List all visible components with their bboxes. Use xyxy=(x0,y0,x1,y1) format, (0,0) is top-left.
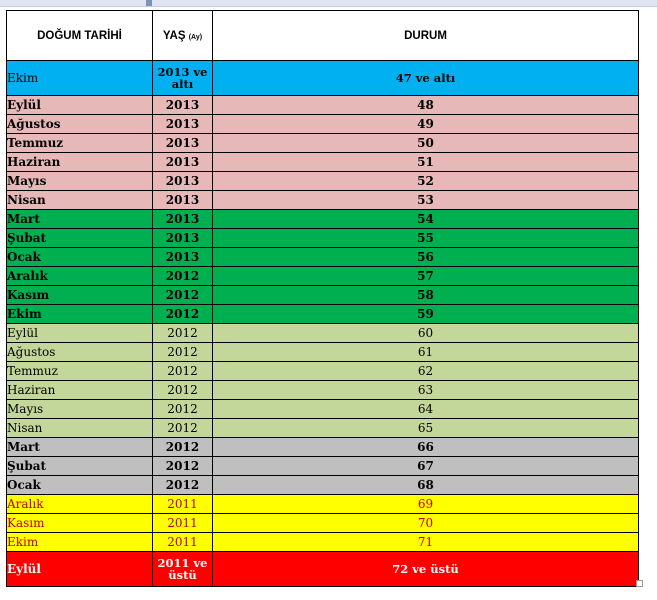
age-months-cell: 68 xyxy=(213,476,639,495)
table-row xyxy=(7,400,639,419)
age-months-cell: 56 xyxy=(213,248,639,267)
birth-month-cell: Haziran xyxy=(7,381,153,400)
birth-month-cell: Şubat xyxy=(7,457,153,476)
table-body xyxy=(7,61,639,587)
table-row xyxy=(7,115,639,134)
table-row xyxy=(7,438,639,457)
birth-year-cell: 2011 xyxy=(153,533,213,552)
birth-year-cell: 2013 xyxy=(153,115,213,134)
age-months-cell: 64 xyxy=(213,400,639,419)
table-row xyxy=(7,248,639,267)
table-row xyxy=(7,495,639,514)
birth-year-cell: 2012 xyxy=(153,381,213,400)
age-months-cell: 53 xyxy=(213,191,639,210)
age-months-cell: 51 xyxy=(213,153,639,172)
age-table xyxy=(6,10,639,587)
age-months-cell: 71 xyxy=(213,533,639,552)
age-months-cell: 67 xyxy=(213,457,639,476)
birth-year-cell: 2011 xyxy=(153,495,213,514)
birth-month-cell: Nisan xyxy=(7,191,153,210)
birth-year-cell: 2012 xyxy=(153,438,213,457)
table-row xyxy=(7,343,639,362)
birth-year-cell: 2012 xyxy=(153,305,213,324)
birth-month-cell: Eylül xyxy=(7,96,153,115)
birth-year-cell: 2013 xyxy=(153,229,213,248)
header-row xyxy=(7,11,639,61)
ruler-bar xyxy=(0,0,657,7)
birth-year-cell: 2013 xyxy=(153,153,213,172)
birth-month-cell: Kasım xyxy=(7,286,153,305)
birth-year-cell: 2011 ve üstü xyxy=(153,552,213,587)
birth-month-cell: Nisan xyxy=(7,419,153,438)
birth-month-cell: Ocak xyxy=(7,248,153,267)
birth-month-cell: Aralık xyxy=(7,495,153,514)
table-row xyxy=(7,153,639,172)
table-row xyxy=(7,514,639,533)
birth-year-cell: 2013 xyxy=(153,134,213,153)
birth-year-cell: 2013 xyxy=(153,191,213,210)
birth-year-cell: 2012 xyxy=(153,362,213,381)
table-row xyxy=(7,96,639,115)
table-row xyxy=(7,305,639,324)
birth-year-cell: 2012 xyxy=(153,419,213,438)
birth-month-cell: Temmuz xyxy=(7,362,153,381)
table-row xyxy=(7,210,639,229)
birth-month-cell: Ağustos xyxy=(7,115,153,134)
table-row xyxy=(7,324,639,343)
age-months-cell: 52 xyxy=(213,172,639,191)
birth-year-cell: 2013 ve altı xyxy=(153,61,213,96)
birth-month-cell: Mart xyxy=(7,438,153,457)
birth-year-cell: 2012 xyxy=(153,286,213,305)
age-months-cell: 70 xyxy=(213,514,639,533)
header-birth-date: DOĞUM TARİHİ xyxy=(7,11,153,61)
age-months-cell: 63 xyxy=(213,381,639,400)
birth-month-cell: Ekim xyxy=(7,533,153,552)
birth-year-cell: 2012 xyxy=(153,457,213,476)
birth-month-cell: Ocak xyxy=(7,476,153,495)
birth-month-cell: Aralık xyxy=(7,267,153,286)
ruler-marker[interactable] xyxy=(146,0,152,6)
header-age: YAŞ (Ay) xyxy=(153,11,213,61)
table-resize-handle[interactable] xyxy=(636,580,643,587)
age-months-cell: 57 xyxy=(213,267,639,286)
age-months-cell: 62 xyxy=(213,362,639,381)
birth-year-cell: 2012 xyxy=(153,324,213,343)
age-months-cell: 59 xyxy=(213,305,639,324)
birth-month-cell: Ekim xyxy=(7,305,153,324)
age-months-cell: 60 xyxy=(213,324,639,343)
table-row xyxy=(7,533,639,552)
age-months-cell: 55 xyxy=(213,229,639,248)
birth-year-cell: 2013 xyxy=(153,248,213,267)
birth-month-cell: Kasım xyxy=(7,514,153,533)
age-months-cell: 47 ve altı xyxy=(213,61,639,96)
birth-month-cell: Şubat xyxy=(7,229,153,248)
age-months-cell: 65 xyxy=(213,419,639,438)
age-months-cell: 61 xyxy=(213,343,639,362)
birth-year-cell: 2012 xyxy=(153,267,213,286)
birth-month-cell: Mart xyxy=(7,210,153,229)
birth-month-cell: Mayıs xyxy=(7,172,153,191)
table-row xyxy=(7,362,639,381)
header-status: DURUM xyxy=(213,11,639,61)
age-months-cell: 49 xyxy=(213,115,639,134)
age-months-cell: 54 xyxy=(213,210,639,229)
table-row xyxy=(7,134,639,153)
table-row xyxy=(7,457,639,476)
birth-year-cell: 2012 xyxy=(153,400,213,419)
age-months-cell: 69 xyxy=(213,495,639,514)
table-row xyxy=(7,286,639,305)
age-months-cell: 58 xyxy=(213,286,639,305)
table-row xyxy=(7,267,639,286)
birth-month-cell: Mayıs xyxy=(7,400,153,419)
table-row xyxy=(7,191,639,210)
birth-month-cell: Haziran xyxy=(7,153,153,172)
age-months-cell: 50 xyxy=(213,134,639,153)
age-months-cell: 72 ve üstü xyxy=(213,552,639,587)
birth-month-cell: Temmuz xyxy=(7,134,153,153)
age-months-cell: 66 xyxy=(213,438,639,457)
birth-year-cell: 2012 xyxy=(153,476,213,495)
birth-month-cell: Eylül xyxy=(7,324,153,343)
table-row xyxy=(7,229,639,248)
table-row xyxy=(7,419,639,438)
birth-year-cell: 2012 xyxy=(153,343,213,362)
birth-year-cell: 2011 xyxy=(153,514,213,533)
table-row xyxy=(7,172,639,191)
table-row xyxy=(7,381,639,400)
birth-month-cell: Ekim xyxy=(7,61,153,96)
birth-month-cell: Ağustos xyxy=(7,343,153,362)
birth-year-cell: 2013 xyxy=(153,172,213,191)
table-row xyxy=(7,552,639,587)
birth-year-cell: 2013 xyxy=(153,96,213,115)
birth-month-cell: Eylül xyxy=(7,552,153,587)
age-months-cell: 48 xyxy=(213,96,639,115)
table-row xyxy=(7,476,639,495)
birth-year-cell: 2013 xyxy=(153,210,213,229)
table-row xyxy=(7,61,639,96)
